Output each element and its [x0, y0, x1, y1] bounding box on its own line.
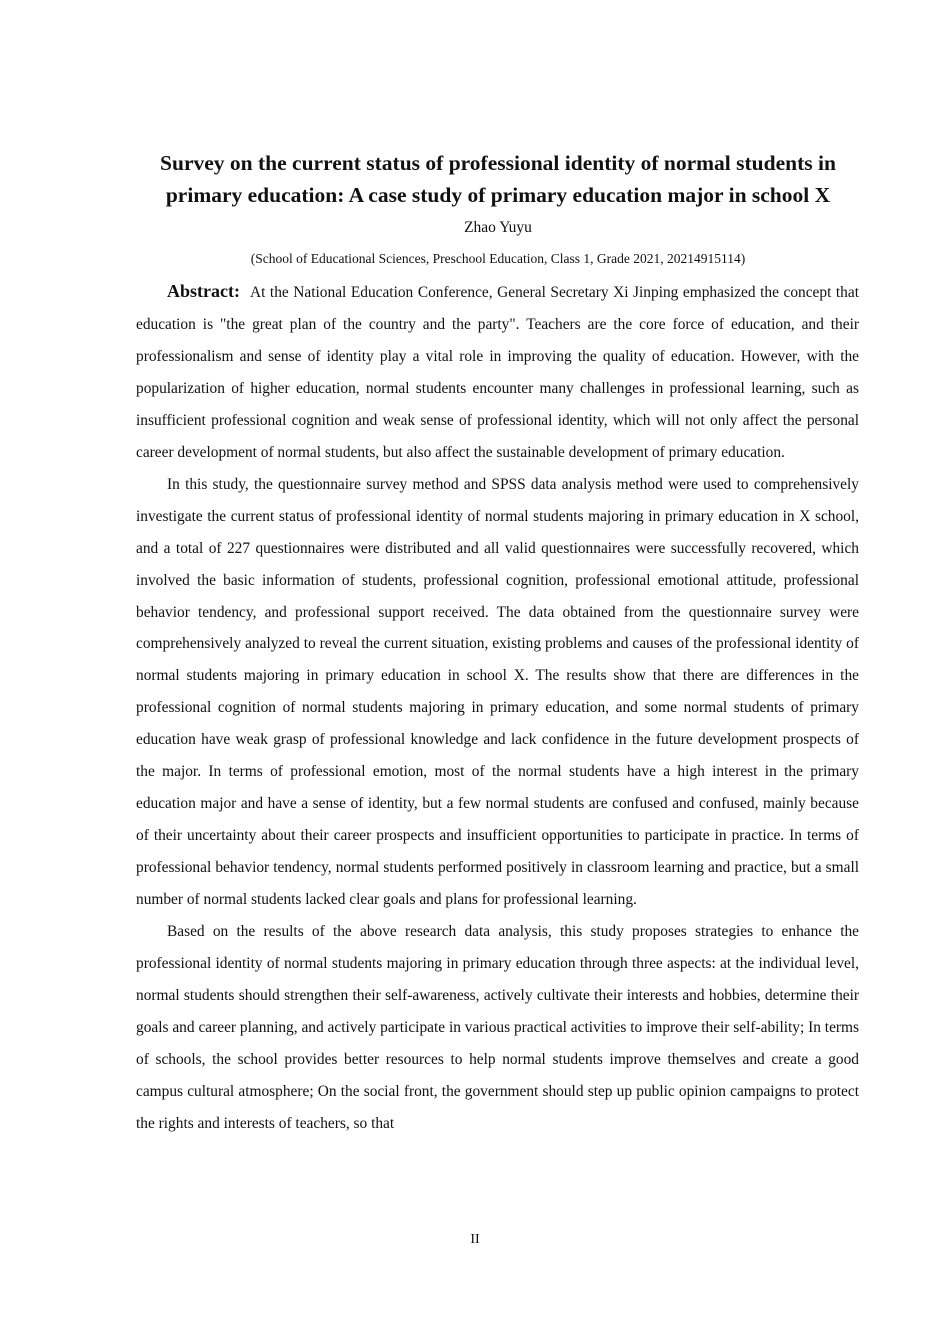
abstract-section	[136, 276, 859, 1140]
abstract-label: Abstract:	[167, 281, 240, 301]
page-number: II	[470, 1232, 480, 1247]
abstract-paragraph-1	[136, 276, 859, 469]
abstract-paragraph-3: Based on the results of the above research data analysis, this study proposes strategies to enhance the professional identity of normal students majoring in primary education through three aspects: at the individual level, normal students should strengthen their self-awareness, actively cultivate their interests and hobbies, determine their goals and career planning, and actively participate in various practical activities to improve their self-ability; In terms of schools, the school provides better resources to help normal students improve themselves and create a good campus cultural atmosphere; On the social front, the government should step up public opinion campaigns to protect the rights and interests of teachers, so that	[136, 923, 859, 1132]
abstract-paragraph-2: In this study, the questionnaire survey method and SPSS data analysis method were used to comprehensively investigate the current status of professional identity of normal students majoring in primary education in X school, and a total of 227 questionnaires were distributed and all valid questionnaires were successfully recovered, which involved the basic information of students, professional cognition, professional emotional attitude, professional behavior tendency, and professional support received. The data obtained from the questionnaire survey were comprehensively analyzed to reveal the current situation, existing problems and causes of the professional identity of normal students majoring in primary education in school X. The results show that there are differences in the professional cognition of normal students majoring in primary education, and some normal students of primary education have weak grasp of professional knowledge and lack confidence in the future development prospects of the major. In terms of professional emotion, most of the normal students have a high interest in the primary education major and have a sense of identity, but a few normal students are confused and confused, mainly because of their uncertainty about their career prospects and insufficient opportunities to participate in practice. In terms of professional behavior tendency, normal students performed positively in classroom learning and practice, but a small number of normal students lacked clear goals and plans for professional learning.	[136, 475, 859, 909]
author-affiliation: (School of Educational Sciences, Preschool Education, Class 1, Grade 2021, 20214915114)	[250, 251, 746, 266]
author-name: Zhao Yuyu	[464, 219, 532, 236]
paper-title: Survey on the current status of professional identity of normal students in primary education: A case study of primary education major in school X	[160, 151, 836, 207]
abstract-paragraph-1-text: At the National Education Conference, General Secretary Xi Jinping emphasized the concept that education is "the great plan of the country and the party". Teachers are the core force of education, and their professionalism and sense of identity play a vital role in improving the quality of education. However, with the popularization of higher education, normal students encounter many challenges in professional learning, such as insufficient professional cognition and weak sense of professional identity, which will not only affect the personal career development of normal students, but also affect the sustainable development of primary education.	[136, 284, 859, 461]
